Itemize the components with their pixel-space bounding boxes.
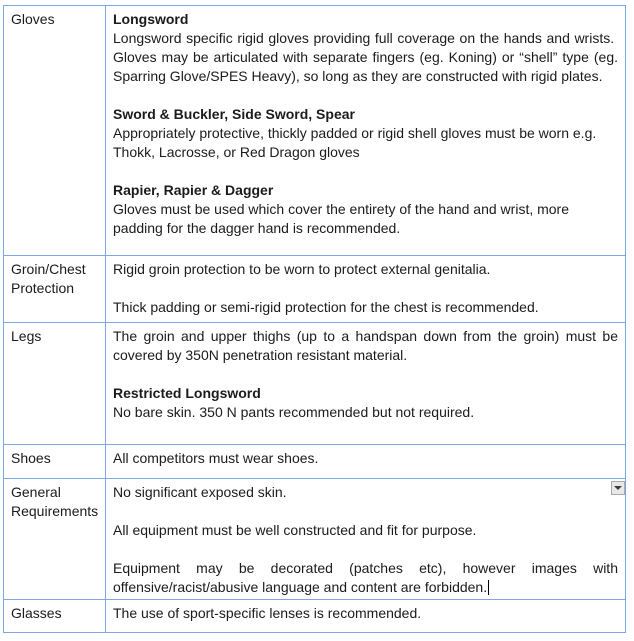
description-cell	[106, 600, 626, 633]
description-cell	[106, 6, 626, 256]
description-cell	[106, 445, 626, 479]
paragraph: Equipment may be decorated (patches etc), however images with offensive/racist/abusive language and content are forbidden.	[113, 560, 618, 595]
category-cell: General Requirements	[4, 479, 106, 600]
category-cell: Legs	[4, 323, 106, 445]
paragraph: All competitors must wear shoes.	[113, 450, 319, 466]
blank-line	[113, 162, 618, 181]
paragraph: The groin and upper thighs (up to a handspan down from the groin) must be covered by 350N penetration resistant material.	[113, 328, 618, 363]
paragraph: All equipment must be well constructed and fit for purpose.	[113, 522, 477, 538]
paragraph: Restricted Longsword	[113, 385, 261, 401]
category-cell: Glasses	[4, 600, 106, 633]
chevron-down-icon	[614, 486, 622, 490]
paragraph: Longsword specific rigid gloves providing full coverage on the hands and wrists. Gloves may be articulated with separate fingers (eg. Koning) or “shell” type (eg. Sparring Glove/SPES Heavy), so long as they are constructed with rigid plates.	[113, 30, 618, 84]
equipment-table	[3, 5, 626, 633]
category-cell: Shoes	[4, 445, 106, 479]
paragraph: Thick padding or semi-rigid protection for the chest is recommended.	[113, 299, 539, 315]
blank-line	[113, 86, 618, 105]
paragraph: Longsword	[113, 11, 189, 27]
blank-line	[113, 540, 618, 559]
description-cell	[106, 323, 626, 445]
paragraph: Rapier, Rapier & Dagger	[113, 182, 274, 198]
blank-line	[113, 279, 618, 298]
paragraph: Gloves must be used which cover the entirety of the hand and wrist, more padding for the dagger hand is recommended.	[113, 201, 570, 236]
table-row	[4, 256, 626, 323]
category-cell: Gloves	[4, 6, 106, 256]
equipment-table-body	[4, 6, 626, 633]
paragraph: The use of sport-specific lenses is recommended.	[113, 605, 422, 621]
paragraph: Rigid groin protection to be worn to protect external genitalia.	[113, 261, 491, 277]
blank-line	[113, 502, 618, 521]
description-cell	[106, 479, 626, 600]
paragraph: No bare skin. 350 N pants recommended but not required.	[113, 404, 475, 420]
table-row	[4, 479, 626, 600]
paragraph: No significant exposed skin.	[113, 484, 287, 500]
blank-line	[113, 365, 618, 384]
paragraph: Sword & Buckler, Side Sword, Spear	[113, 106, 355, 122]
dropdown-button[interactable]	[611, 481, 625, 495]
paragraph: Appropriately protective, thickly padded or rigid shell gloves must be worn e.g. Thokk, Lacrosse, or Red Dragon gloves	[113, 125, 597, 160]
table-row	[4, 6, 626, 256]
category-cell: Groin/Chest Protection	[4, 256, 106, 323]
description-cell	[106, 256, 626, 323]
table-row	[4, 445, 626, 479]
table-row	[4, 323, 626, 445]
text-caret	[488, 580, 489, 595]
table-row	[4, 600, 626, 633]
